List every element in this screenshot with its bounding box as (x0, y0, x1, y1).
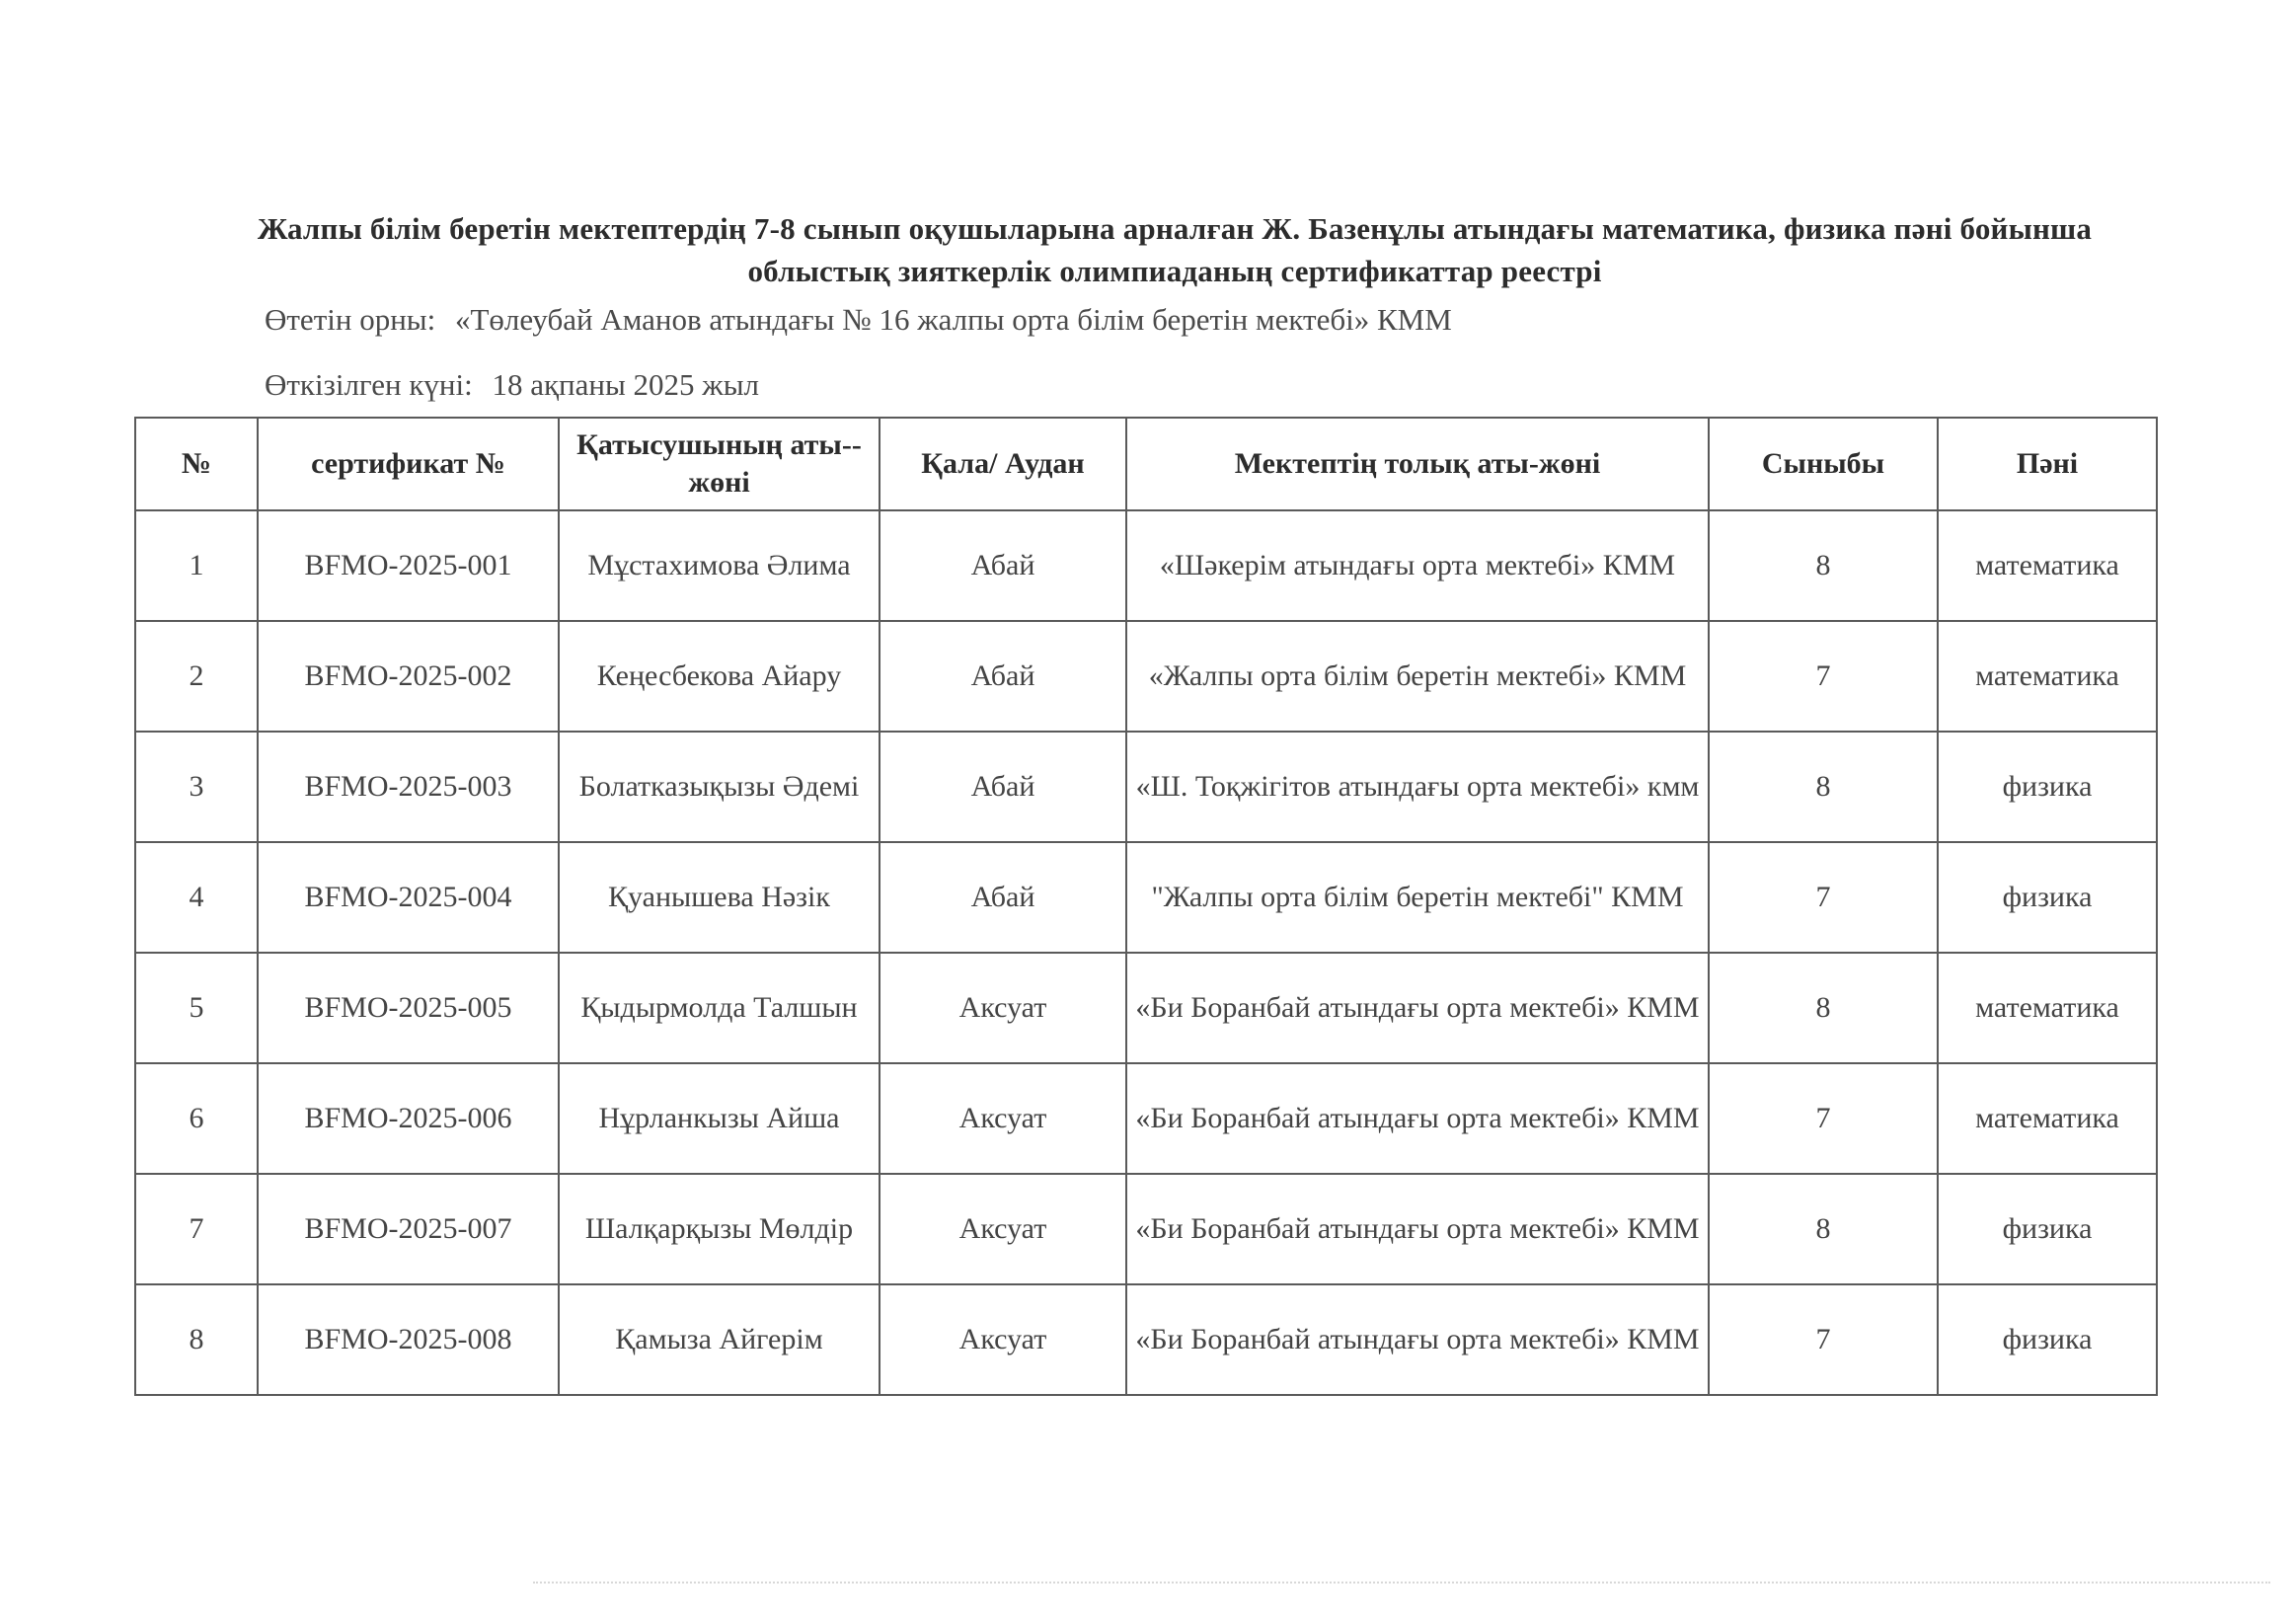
cell-school: «Би Боранбай атындағы орта мектебі» КММ (1126, 1284, 1709, 1395)
date-value: 18 ақпаны 2025 жыл (492, 367, 760, 402)
cell-certificate: BFMO-2025-004 (258, 842, 559, 953)
cell-certificate: BFMO-2025-008 (258, 1284, 559, 1395)
cell-city-district: Аксуат (880, 953, 1126, 1063)
document-title: Жалпы білім беретін мектептердің 7-8 сынып оқушыларына арналған Ж. Базенұлы атындағы математика, физика пәні бойынша облыстық зияткерлік олимпиаданың сертификаттар реестрі (257, 211, 2093, 288)
cell-participant-name: Қуанышева Нәзік (559, 842, 880, 953)
cell-subject: физика (1938, 1174, 2157, 1284)
cell-number: 2 (135, 621, 258, 732)
cell-grade: 7 (1709, 1284, 1938, 1395)
cell-number: 1 (135, 510, 258, 621)
header-participant-name: Қатысушының аты--жөні (559, 418, 880, 510)
cell-subject: физика (1938, 842, 2157, 953)
header-number: № (135, 418, 258, 510)
cell-participant-name: Мұстахимова Әлима (559, 510, 880, 621)
cell-number: 8 (135, 1284, 258, 1395)
cell-school: "Жалпы орта білім беретін мектебі" КММ (1126, 842, 1709, 953)
scan-artifact-line (533, 1582, 2270, 1589)
cell-subject: математика (1938, 953, 2157, 1063)
cell-city-district: Абай (880, 732, 1126, 842)
cell-certificate: BFMO-2025-007 (258, 1174, 559, 1284)
table-row (135, 1284, 2157, 1395)
cell-city-district: Аксуат (880, 1284, 1126, 1395)
cell-school: «Шәкерім атындағы орта мектебі» КММ (1126, 510, 1709, 621)
cell-number: 5 (135, 953, 258, 1063)
cell-participant-name: Қамыза Айгерім (559, 1284, 880, 1395)
table-row (135, 732, 2157, 842)
header-subject: Пәні (1938, 418, 2157, 510)
date-label: Өткізілген күні: (265, 367, 473, 402)
cell-number: 4 (135, 842, 258, 953)
header-city-district: Қала/ Аудан (880, 418, 1126, 510)
cell-number: 3 (135, 732, 258, 842)
header-certificate: сертификат № (258, 418, 559, 510)
cell-participant-name: Кеңесбекова Айару (559, 621, 880, 732)
cell-subject: математика (1938, 510, 2157, 621)
date-line (265, 367, 759, 403)
cell-certificate: BFMO-2025-001 (258, 510, 559, 621)
cell-participant-name: Болатказықызы Әдемі (559, 732, 880, 842)
cell-subject: математика (1938, 621, 2157, 732)
venue-label: Өтетін орны: (265, 302, 436, 337)
certificate-registry-table (134, 417, 2158, 1396)
cell-city-district: Абай (880, 842, 1126, 953)
cell-participant-name: Нұрланкызы Айша (559, 1063, 880, 1174)
cell-school: «Ш. Тоқжігітов атындағы орта мектебі» кмм (1126, 732, 1709, 842)
cell-certificate: BFMO-2025-003 (258, 732, 559, 842)
table-row (135, 621, 2157, 732)
cell-grade: 8 (1709, 510, 1938, 621)
cell-city-district: Абай (880, 621, 1126, 732)
cell-school: «Би Боранбай атындағы орта мектебі» КММ (1126, 953, 1709, 1063)
venue-value: «Төлеубай Аманов атындағы № 16 жалпы орта білім беретін мектебі» КММ (454, 302, 1452, 337)
cell-grade: 7 (1709, 842, 1938, 953)
header-grade: Сыныбы (1709, 418, 1938, 510)
cell-grade: 8 (1709, 953, 1938, 1063)
cell-grade: 8 (1709, 732, 1938, 842)
cell-certificate: BFMO-2025-002 (258, 621, 559, 732)
cell-grade: 7 (1709, 621, 1938, 732)
cell-school: «Би Боранбай атындағы орта мектебі» КММ (1126, 1174, 1709, 1284)
venue-line (265, 302, 1452, 338)
table-row (135, 1174, 2157, 1284)
table-row (135, 510, 2157, 621)
cell-participant-name: Шалқарқызы Мөлдір (559, 1174, 880, 1284)
cell-grade: 7 (1709, 1063, 1938, 1174)
table-row (135, 842, 2157, 953)
table-row (135, 1063, 2157, 1174)
table-header-row (135, 418, 2157, 510)
cell-number: 7 (135, 1174, 258, 1284)
header-school: Мектептің толық аты-жөні (1126, 418, 1709, 510)
cell-school: «Би Боранбай атындағы орта мектебі» КММ (1126, 1063, 1709, 1174)
cell-certificate: BFMO-2025-006 (258, 1063, 559, 1174)
cell-city-district: Аксуат (880, 1063, 1126, 1174)
cell-number: 6 (135, 1063, 258, 1174)
cell-subject: физика (1938, 1284, 2157, 1395)
cell-subject: физика (1938, 732, 2157, 842)
table-row (135, 953, 2157, 1063)
cell-subject: математика (1938, 1063, 2157, 1174)
cell-city-district: Абай (880, 510, 1126, 621)
cell-school: «Жалпы орта білім беретін мектебі» КММ (1126, 621, 1709, 732)
cell-participant-name: Қыдырмолда Талшын (559, 953, 880, 1063)
cell-city-district: Аксуат (880, 1174, 1126, 1284)
cell-certificate: BFMO-2025-005 (258, 953, 559, 1063)
cell-grade: 8 (1709, 1174, 1938, 1284)
